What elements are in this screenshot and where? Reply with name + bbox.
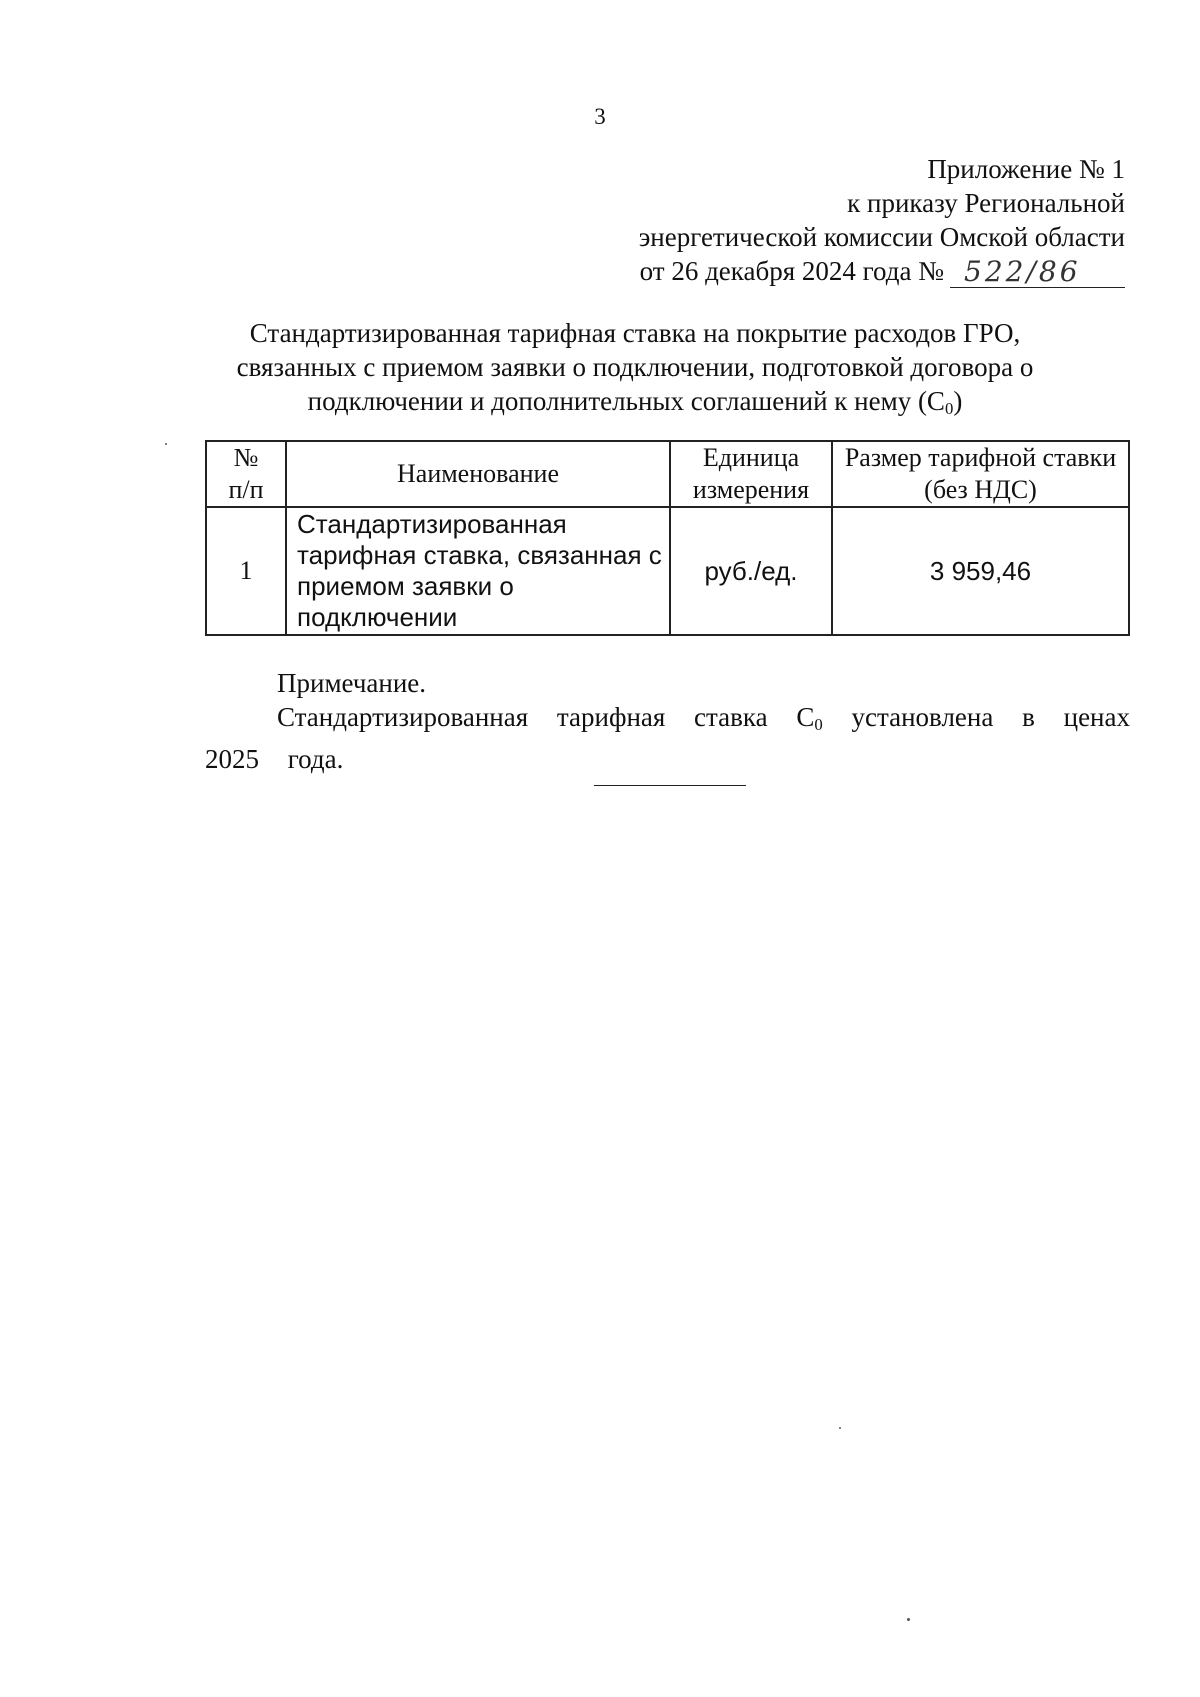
cell-unit: руб./ед. [670, 507, 832, 635]
title-line-3 [200, 384, 1070, 426]
header-unit [670, 441, 832, 507]
header-number-line-2: п/п [228, 475, 264, 504]
note-text-start: Стандартизированная тарифная ставка С [277, 702, 815, 732]
table-row [206, 507, 1129, 635]
appendix-header [639, 152, 1125, 288]
note-text [205, 700, 1130, 777]
note-text-end: установлена в ценах 2025 года. [205, 702, 1130, 775]
title-line-1: Стандартизированная тарифная ставка на покрытие расходов ГРО, [249, 318, 1021, 348]
cell-number: 1 [206, 507, 286, 635]
scan-speck [907, 1618, 910, 1621]
title-line-2: связанных с приемом заявки о подключении, подготовкой договора о [236, 352, 1034, 382]
note-label: Примечание. [277, 668, 427, 698]
document-title [200, 316, 1070, 426]
appendix-line-3: энергетической комиссии Омской области [638, 222, 1125, 252]
cell-name: Стандартизированная тарифная ставка, связанная с приемом заявки о подключении [286, 507, 670, 635]
header-unit-line-1: Единица [702, 443, 800, 472]
order-date: от 26 декабря 2024 года № [639, 256, 944, 286]
closing-rule [594, 785, 746, 786]
title-subscript: 0 [944, 399, 954, 419]
tariff-rate-table [205, 440, 1130, 636]
handwritten-order-number: 522/86 [964, 255, 1081, 288]
table-header-row [206, 441, 1129, 507]
cell-value: 3 959,46 [832, 507, 1129, 635]
note-subscript: 0 [814, 715, 823, 735]
scan-speck [839, 1427, 841, 1429]
title-line-3-close: ) [953, 386, 963, 416]
header-value-line-1: Размер тарифной ставки [844, 443, 1117, 472]
appendix-line-2: к приказу Региональной [847, 188, 1125, 218]
header-unit-line-2: измерения [692, 475, 810, 504]
appendix-line-4 [639, 254, 1125, 288]
page-number: 3 [594, 104, 606, 129]
appendix-line-1: Приложение № 1 [927, 154, 1125, 184]
title-line-3-text: подключении и дополнительных соглашений к нему (С [307, 386, 945, 416]
header-value [832, 441, 1129, 507]
header-number-line-1: № [233, 443, 259, 472]
header-value-line-2: (без НДС) [924, 475, 1037, 504]
header-name: Наименование [286, 441, 670, 507]
scan-speck [165, 443, 167, 445]
order-number-field [950, 257, 1125, 288]
header-number [206, 441, 286, 507]
